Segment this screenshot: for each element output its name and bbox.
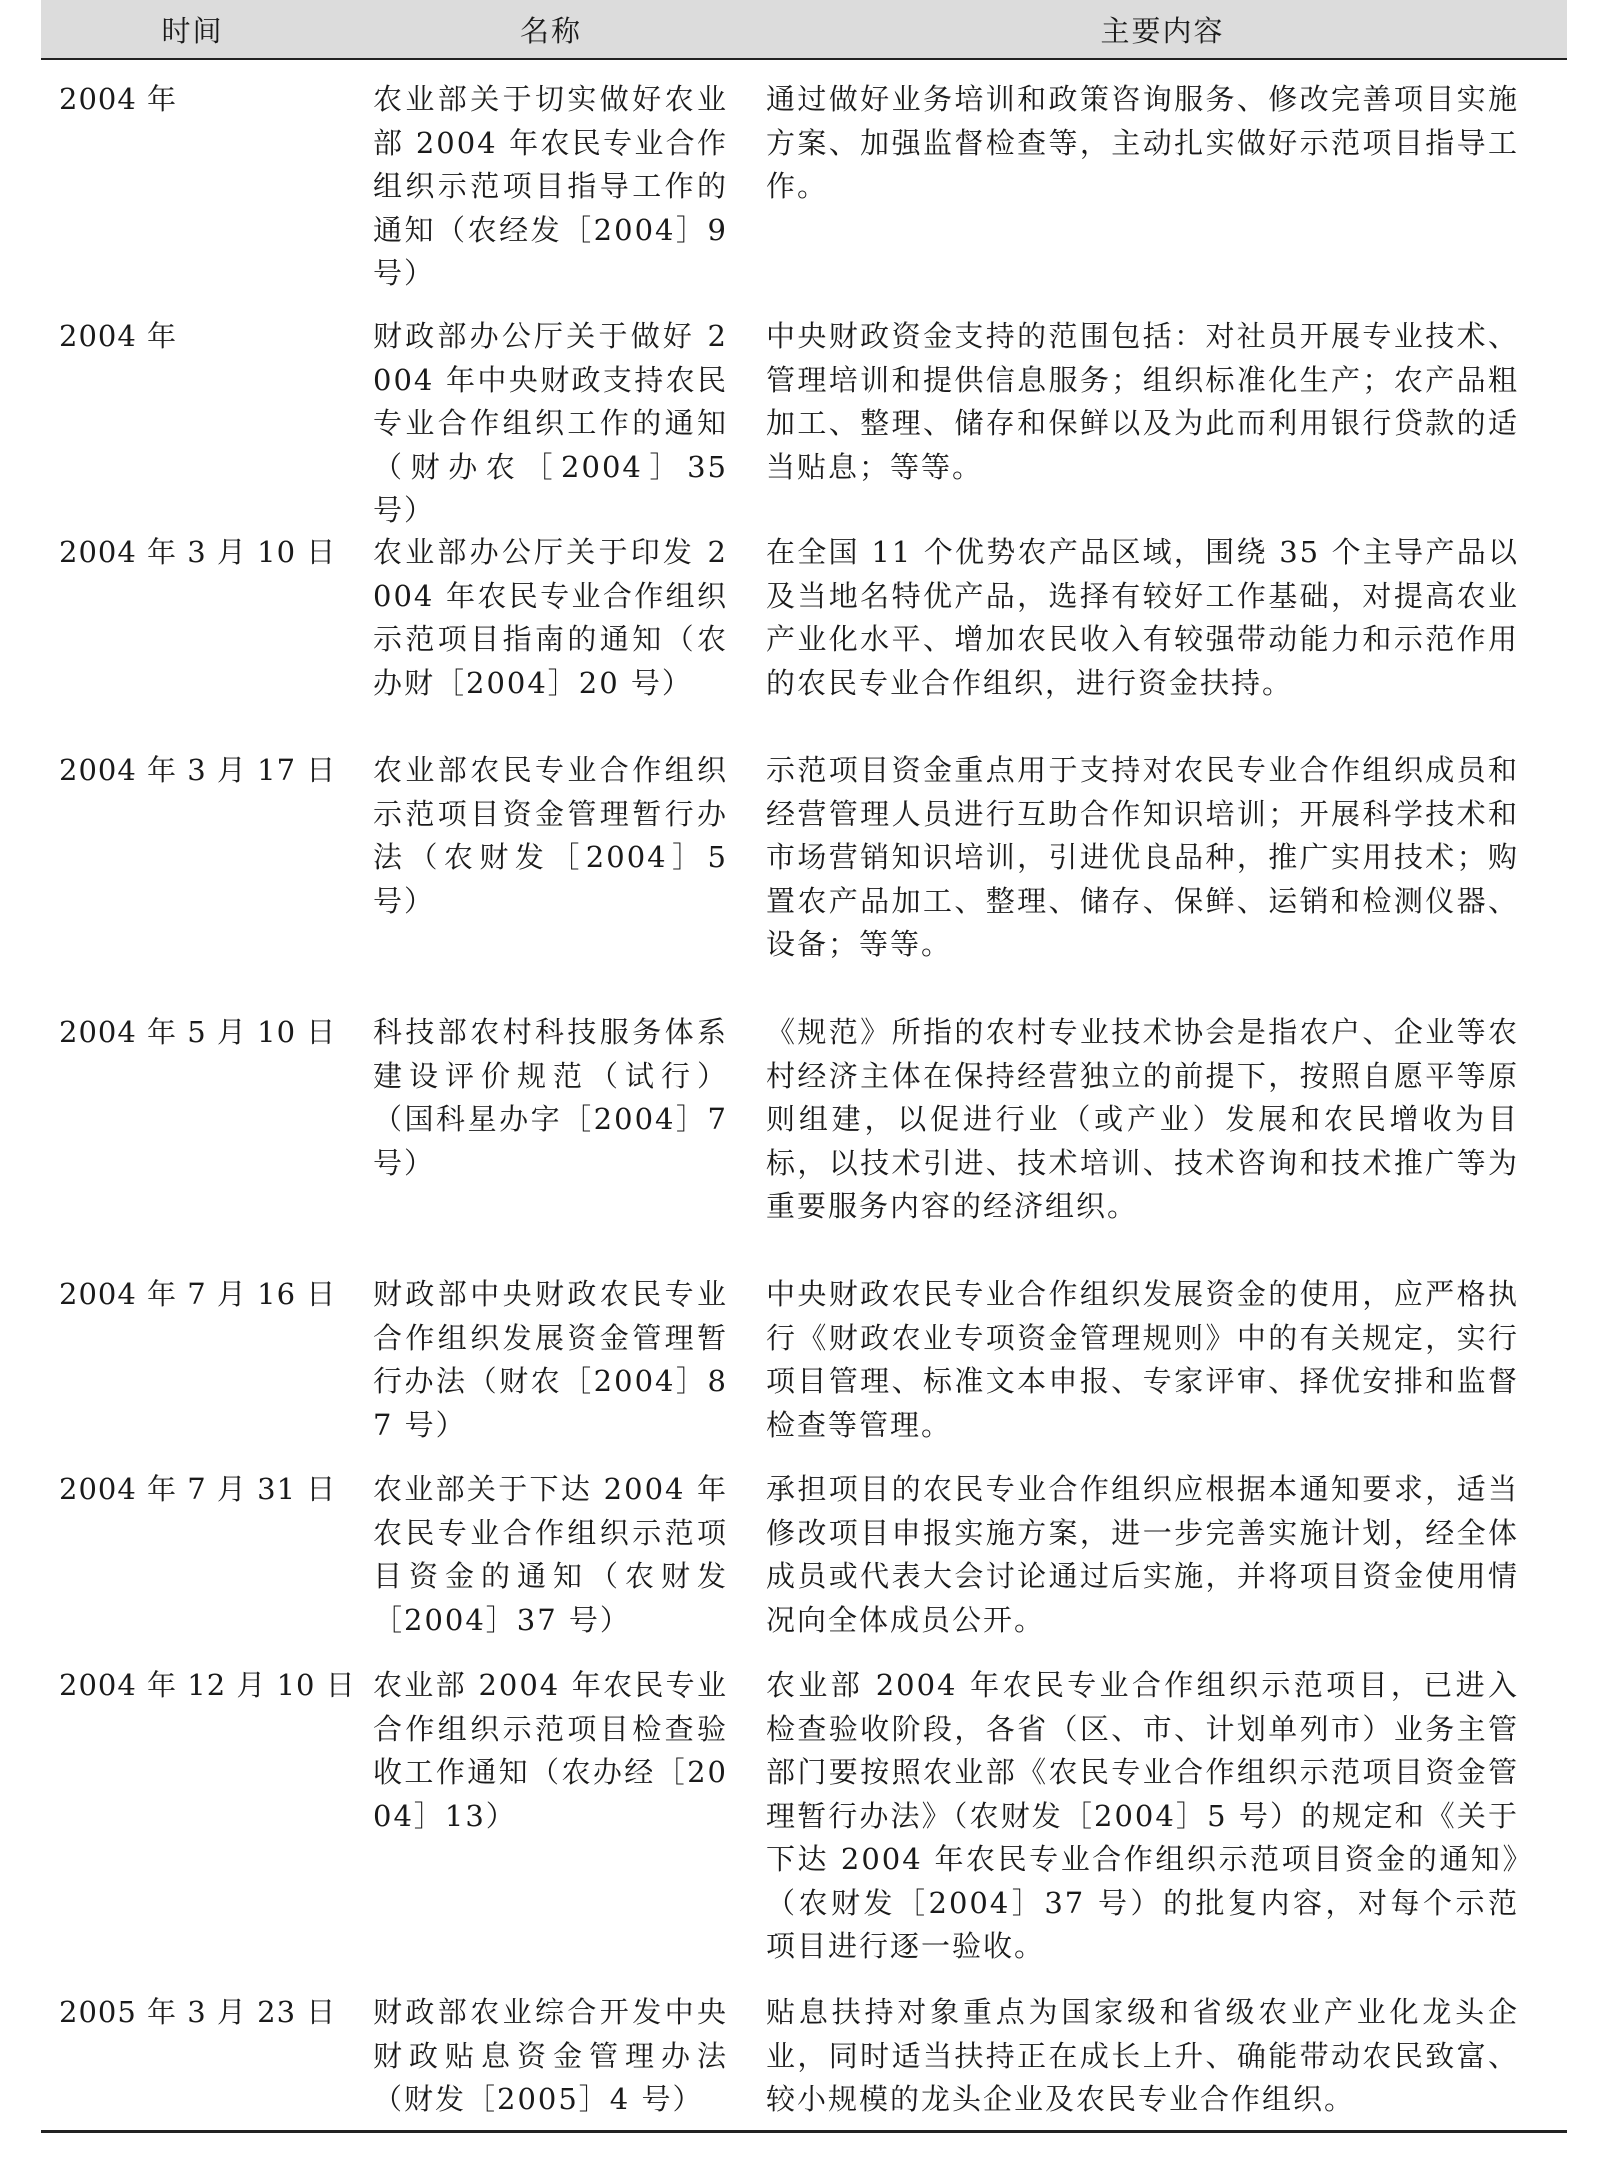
- row-name: 科技部农村科技服务体系建设评价规范（试行）（国科星办字［2004］7 号）: [373, 1015, 728, 1180]
- row-date: 2004 年: [59, 319, 178, 353]
- row-date: 2005 年 3 月 23 日: [59, 1995, 337, 2029]
- row-content: 示范项目资金重点用于支持对农民专业合作组织成员和经营管理人员进行互助合作知识培训；开展科学技术和市场营销知识培训，引进优良品种，推广实用技术；购置农产品加工、整理、储存、保鲜、运销和检测仪器、设备；等等。: [766, 753, 1519, 961]
- table-row: [41, 1991, 1567, 2131]
- row-content: 贴息扶持对象重点为国家级和省级农业产业化龙头企业，同时适当扶持正在成长上升、确能带动农民致富、较小规模的龙头企业及农民专业合作组织。: [766, 1995, 1519, 2116]
- row-date: 2004 年 3 月 17 日: [59, 753, 337, 787]
- row-content: 农业部 2004 年农民专业合作组织示范项目，已进入检查验收阶段，各省（区、市、计划单列市）业务主管部门要按照农业部《农民专业合作组织示范项目资金管理暂行办法》（农财发［2004］5 号）的规定和《关于下达 2004 年农民专业合作组织示范项目资金的通知》（农财发［2004］37 号）的批复内容，对每个示范项目进行逐一验收。: [766, 1668, 1519, 1963]
- row-date: 2004 年 3 月 10 日: [59, 535, 337, 569]
- row-date: 2004 年 12 月 10 日: [59, 1668, 356, 1702]
- row-name: 财政部中央财政农民专业合作组织发展资金管理暂行办法（财农［2004］87 号）: [373, 1277, 728, 1442]
- row-date: 2004 年: [59, 82, 178, 116]
- row-name: 农业部 2004 年农民专业合作组织示范项目检查验收工作通知（农办经［2004］13）: [373, 1668, 728, 1833]
- policy-table: [41, 0, 1567, 2131]
- table-row: [41, 1468, 1567, 1664]
- table-row: [41, 531, 1567, 749]
- row-date: 2004 年 5 月 10 日: [59, 1015, 337, 1049]
- row-content: 承担项目的农民专业合作组织应根据本通知要求，适当修改项目申报实施方案，进一步完善实施计划，经全体成员或代表大会讨论通过后实施，并将项目资金使用情况向全体成员公开。: [766, 1472, 1519, 1637]
- header-content: 主要内容: [1100, 13, 1225, 48]
- table-body: [41, 78, 1567, 2131]
- table-bottom-rule: [41, 2130, 1567, 2133]
- table-row: [41, 1664, 1567, 1991]
- table-header-row: [41, 0, 1567, 60]
- row-name: 农业部农民专业合作组织示范项目资金管理暂行办法（农财发［2004］5 号）: [373, 753, 728, 918]
- table-row: [41, 78, 1567, 315]
- row-content: 《规范》所指的农村专业技术协会是指农户、企业等农村经济主体在保持经营独立的前提下，按照自愿平等原则组建，以促进行业（或产业）发展和农民增收为目标，以技术引进、技术培训、技术咨询和技术推广等为重要服务内容的经济组织。: [766, 1015, 1519, 1223]
- row-content: 在全国 11 个优势农产品区域，围绕 35 个主导产品以及当地名特优产品，选择有较好工作基础，对提高农业产业化水平、增加农民收入有较强带动能力和示范作用的农民专业合作组织，进行资金扶持。: [766, 535, 1519, 700]
- row-content: 中央财政资金支持的范围包括：对社员开展专业技术、管理培训和提供信息服务；组织标准化生产；农产品粗加工、整理、储存和保鲜以及为此而利用银行贷款的适当贴息；等等。: [766, 319, 1519, 484]
- table-row: [41, 1273, 1567, 1468]
- header-time: 时间: [161, 13, 224, 48]
- row-name: 财政部农业综合开发中央财政贴息资金管理办法（财发［2005］4 号）: [373, 1995, 728, 2116]
- row-name: 农业部关于下达 2004 年农民专业合作组织示范项目资金的通知（农财发［2004］37 号）: [373, 1472, 728, 1637]
- row-date: 2004 年 7 月 31 日: [59, 1472, 337, 1506]
- header-name: 名称: [519, 13, 582, 48]
- row-date: 2004 年 7 月 16 日: [59, 1277, 337, 1311]
- row-name: 财政部办公厅关于做好 2004 年中央财政支持农民专业合作组织工作的通知（财办农［2004］35 号）: [373, 319, 728, 527]
- table-row: [41, 749, 1567, 1011]
- table-row: [41, 315, 1567, 531]
- row-content: 通过做好业务培训和政策咨询服务、修改完善项目实施方案、加强监督检查等，主动扎实做好示范项目指导工作。: [766, 82, 1519, 203]
- row-name: 农业部办公厅关于印发 2004 年农民专业合作组织示范项目指南的通知（农办财［2004］20 号）: [373, 535, 728, 700]
- table-row: [41, 1011, 1567, 1273]
- row-name: 农业部关于切实做好农业部 2004 年农民专业合作组织示范项目指导工作的通知（农经发［2004］9 号）: [373, 82, 728, 290]
- row-content: 中央财政农民专业合作组织发展资金的使用，应严格执行《财政农业专项资金管理规则》中的有关规定，实行项目管理、标准文本申报、专家评审、择优安排和监督检查等管理。: [766, 1277, 1519, 1442]
